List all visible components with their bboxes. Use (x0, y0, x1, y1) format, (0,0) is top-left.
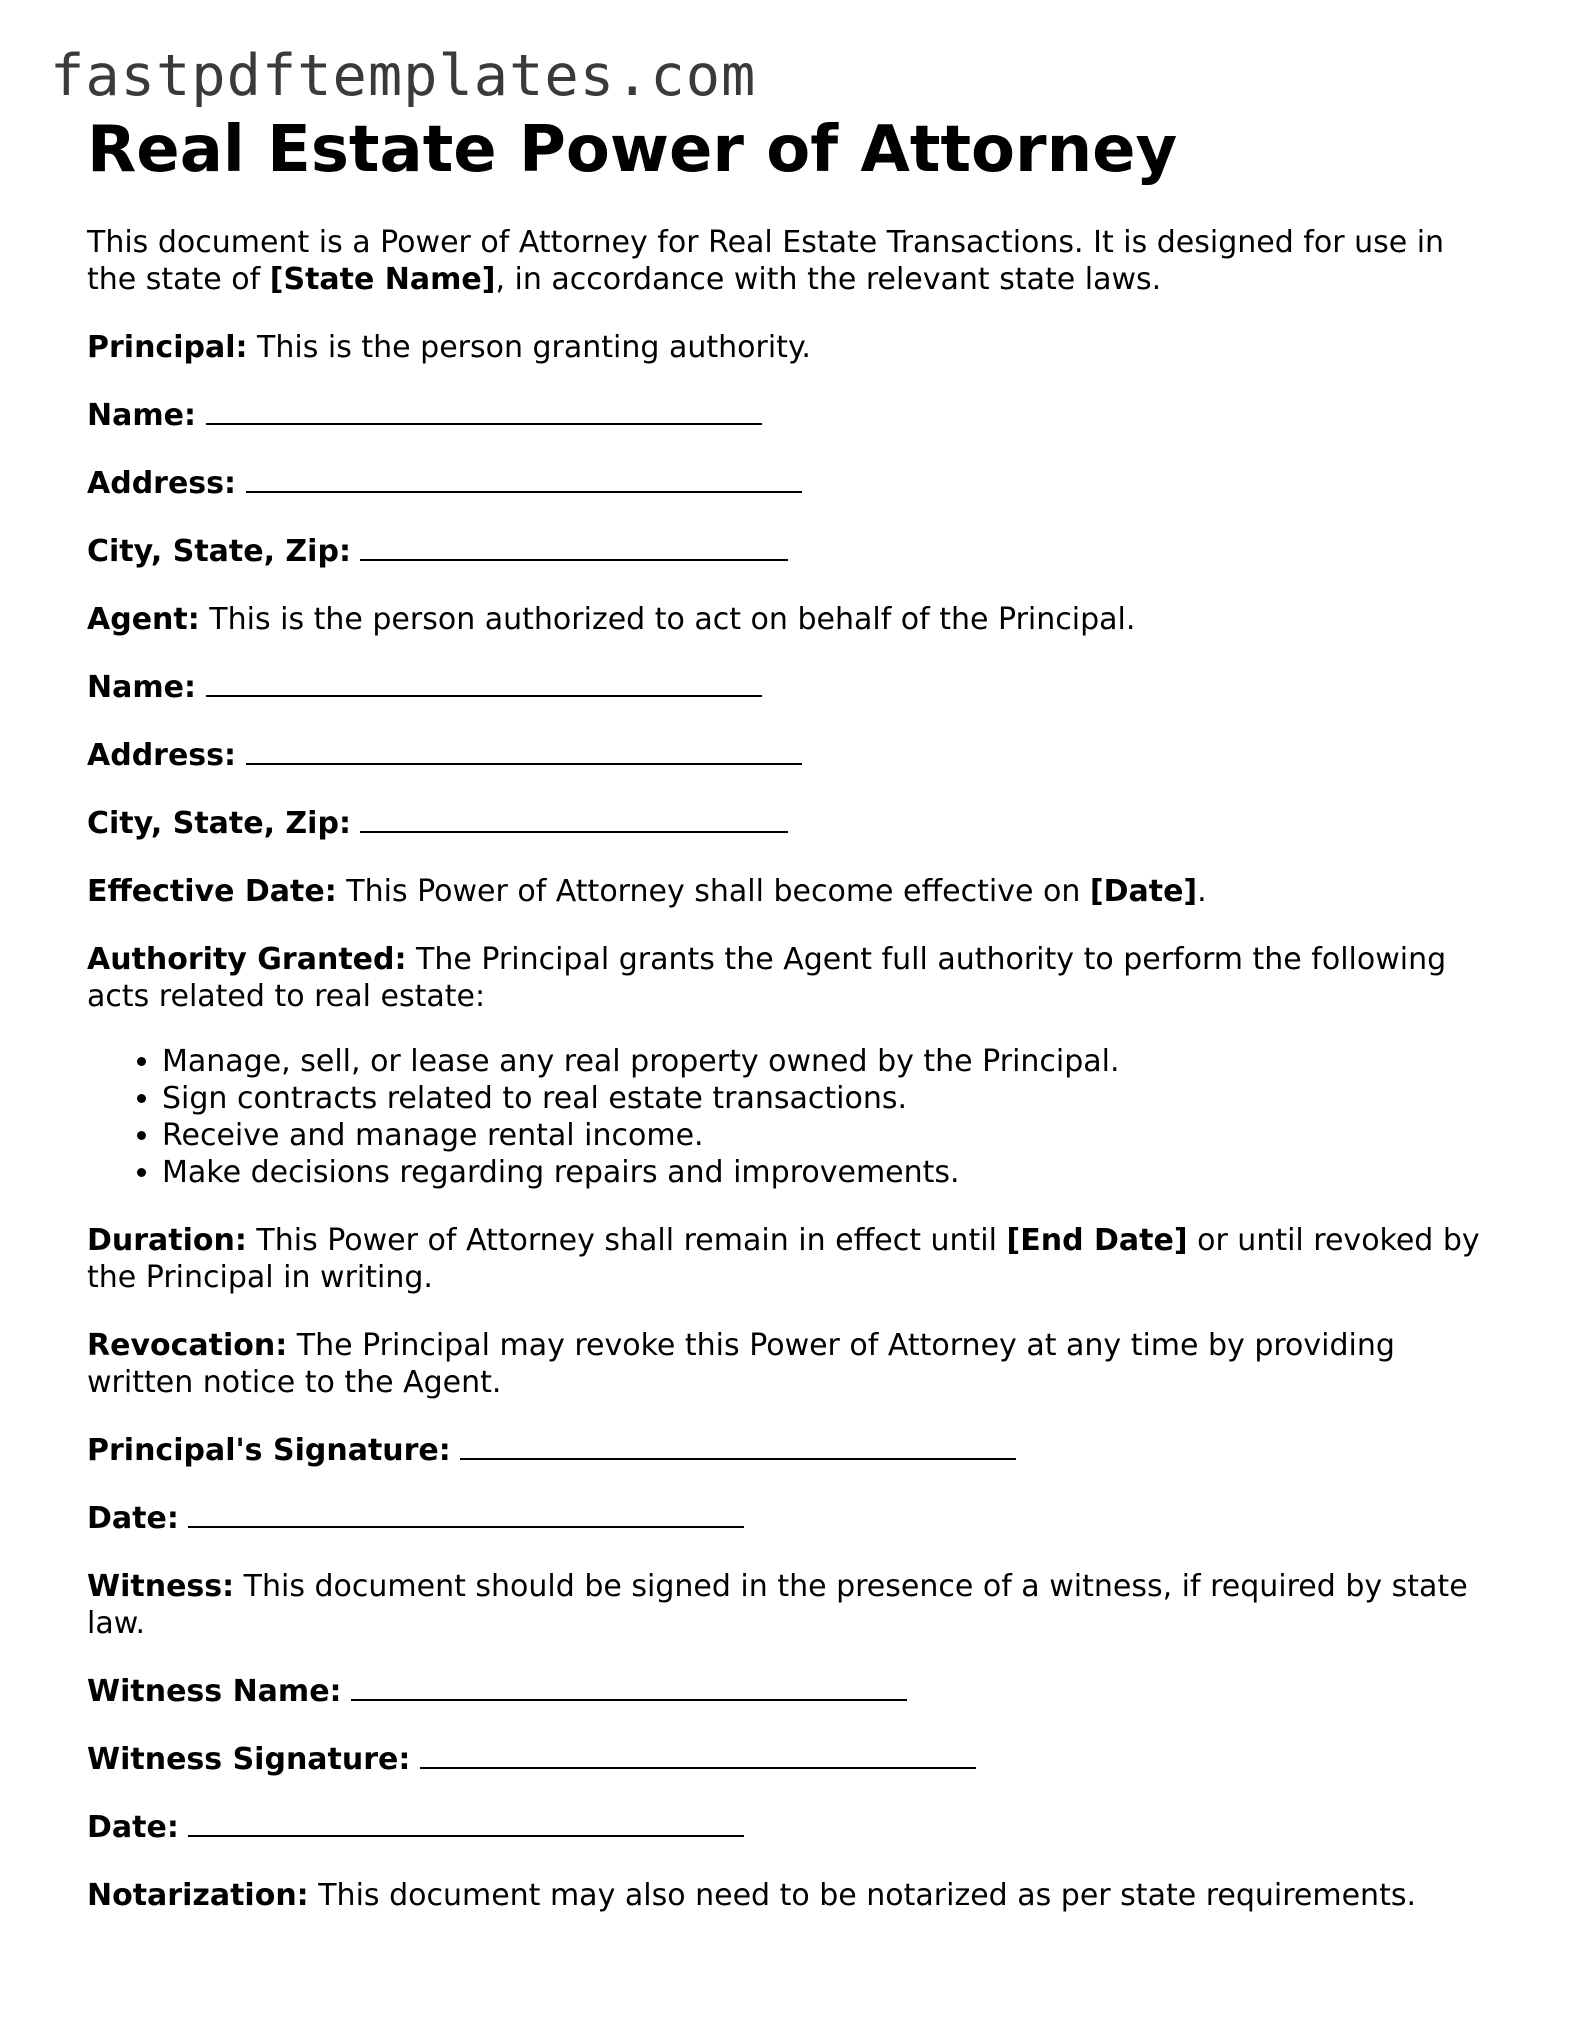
witness-date-field[interactable]: Date: (87, 1809, 1487, 1846)
principal-signature-line[interactable] (460, 1434, 1016, 1460)
effective-date-section: Effective Date: This Power of Attorney shall become effective on [Date]. (87, 874, 1207, 909)
agent-city-line[interactable] (360, 807, 788, 833)
principal-section: Principal: This is the person granting authority. (87, 330, 811, 365)
witness-name-field[interactable]: Witness Name: (87, 1673, 1487, 1710)
agent-city-field[interactable]: City, State, Zip: (87, 805, 1487, 842)
principal-date-field[interactable]: Date: (87, 1500, 1487, 1537)
witness-signature-field[interactable]: Witness Signature: (87, 1741, 1487, 1778)
duration-section: Duration: This Power of Attorney shall remain in effect until [End Date] or until revoked by the Principal in writing. (87, 1223, 1480, 1295)
agent-name-field[interactable]: Name: (87, 669, 1487, 706)
principal-city-line[interactable] (360, 535, 788, 561)
principal-name-field[interactable]: Name: (87, 397, 1487, 434)
principal-date-line[interactable] (188, 1502, 744, 1528)
witness-date-line[interactable] (188, 1811, 744, 1837)
authority-section: Authority Granted: The Principal grants the Agent full authority to perform the following acts related to real estate: (87, 942, 1447, 1014)
notarization-section: Notarization: This document may also need to be notarized as per state requirements. (87, 1878, 1416, 1913)
intro-paragraph: This document is a Power of Attorney for Real Estate Transactions. It is designed for use in the state of [State Name], in accordance with the relevant state laws. (87, 225, 1445, 297)
list-item: • Receive and manage rental income. (162, 1117, 1487, 1154)
witness-section: Witness: This document should be signed in the presence of a witness, if required by state law. (87, 1569, 1468, 1641)
end-date-placeholder: [End Date] (1006, 1223, 1188, 1258)
witness-name-line[interactable] (351, 1675, 907, 1701)
list-item: • Sign contracts related to real estate transactions. (162, 1080, 1487, 1117)
principal-address-field[interactable]: Address: (87, 465, 1487, 502)
revocation-section: Revocation: The Principal may revoke this Power of Attorney at any time by providing written notice to the Agent. (87, 1328, 1395, 1400)
watermark: fastpdftemplates.com (50, 43, 757, 109)
principal-city-field[interactable]: City, State, Zip: (87, 533, 1487, 570)
list-item: • Make decisions regarding repairs and improvements. (162, 1154, 1487, 1191)
state-placeholder: [State Name] (269, 262, 496, 297)
page-title: Real Estate Power of Attorney (87, 113, 1178, 187)
principal-address-line[interactable] (246, 467, 802, 493)
principal-signature-field[interactable]: Principal's Signature: (87, 1432, 1487, 1469)
date-placeholder: [Date] (1089, 874, 1198, 909)
document-page (87, 110, 1487, 1914)
authority-list (87, 1043, 1487, 1191)
agent-name-line[interactable] (206, 671, 762, 697)
agent-address-field[interactable]: Address: (87, 737, 1487, 774)
agent-section: Agent: This is the person authorized to act on behalf of the Principal. (87, 602, 1136, 637)
principal-name-line[interactable] (206, 399, 762, 425)
witness-signature-line[interactable] (420, 1743, 976, 1769)
agent-address-line[interactable] (246, 739, 802, 765)
list-item: • Manage, sell, or lease any real property owned by the Principal. (162, 1043, 1487, 1080)
